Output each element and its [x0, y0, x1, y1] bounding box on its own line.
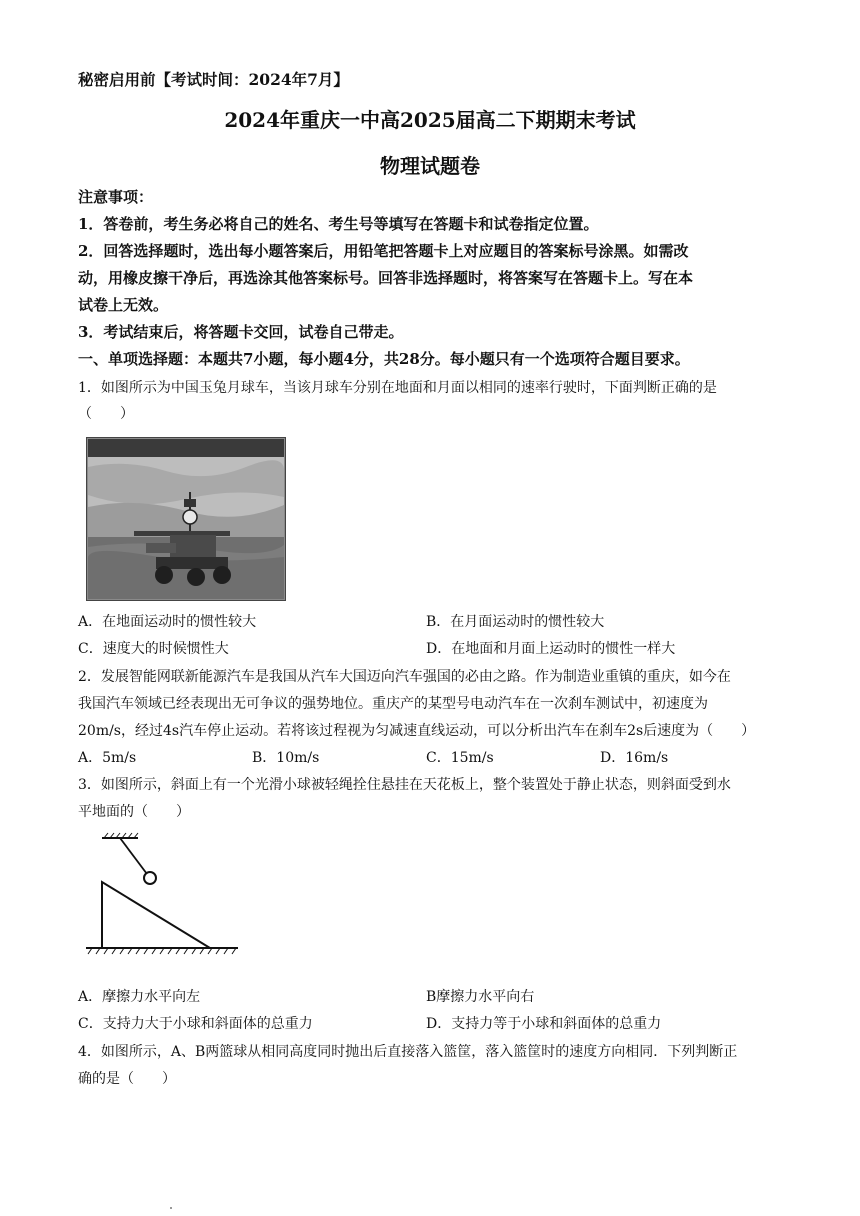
notice-item-3: 3．考试结束后，将答题卡交回，试卷自己带走。 — [78, 323, 404, 341]
q3-option-d[interactable]: D．支持力等于小球和斜面体的总重力 — [426, 1016, 662, 1032]
subject-title: 物理试题卷 — [380, 154, 480, 178]
q3-option-c[interactable]: C．支持力大于小球和斜面体的总重力 — [78, 1016, 313, 1032]
notice-item-1: 1．答卷前，考生务必将自己的姓名、考生号等填写在答题卡和试卷指定位置。 — [78, 215, 599, 233]
q1-option-a[interactable]: A．在地面运动时的惯性较大 — [78, 614, 257, 630]
q3-option-b[interactable]: B摩擦力水平向右 — [426, 989, 535, 1005]
notice-item-2-line-1: 2．回答选择题时，选出每小题答案后，用铅笔把答题卡上对应题目的答案标号涂黑。如需改 — [78, 242, 689, 260]
q2-stem-line-2: 我国汽车领域已经表现出无可争议的强势地位。重庆产的某型号电动汽车在一次刹车测试中，初速度为 — [78, 696, 708, 712]
confidential-label: 秘密启用前【考试时间：2024年7月】 — [78, 70, 349, 89]
q3-stem-line-2: 平地面的（ ） — [78, 804, 190, 820]
q2-option-c[interactable]: C．15m/s — [426, 750, 494, 766]
page-dot-mark — [170, 1207, 172, 1209]
q2-stem-line-3: 20m/s，经过4s汽车停止运动。若将该过程视为匀减速直线运动，可以分析出汽车在刹车2s后速度为（ ） — [78, 723, 756, 739]
q4-stem-line-2: 确的是（ ） — [78, 1071, 176, 1087]
q1-option-d[interactable]: D．在地面和月面上运动时的惯性一样大 — [426, 641, 676, 657]
q1-option-b[interactable]: B．在月面运动时的惯性较大 — [426, 614, 605, 630]
notice-heading: 注意事项： — [78, 188, 154, 206]
section-1-heading: 一、单项选择题：本题共7小题，每小题4分，共28分。每小题只有一个选项符合题目要求。 — [78, 350, 690, 368]
notice-item-2-line-3: 试卷上无效。 — [78, 296, 169, 314]
lunar-rover-photo — [86, 437, 286, 601]
q2-option-a[interactable]: A．5m/s — [78, 750, 137, 766]
q1-stem-line-1: 1．如图所示为中国玉兔月球车，当该月球车分别在地面和月面以相同的速率行驶时，下面判断正确的是 — [78, 380, 717, 396]
q1-stem-line-2: （ ） — [78, 406, 134, 422]
q2-option-b[interactable]: B．10m/s — [252, 750, 320, 766]
incline-ball-diagram — [84, 832, 244, 960]
notice-item-2-line-2: 动，用橡皮擦干净后，再选涂其他答案标号。回答非选择题时，将答案写在答题卡上。写在本 — [78, 269, 694, 287]
q3-stem-line-1: 3．如图所示，斜面上有一个光滑小球被轻绳拴住悬挂在天花板上，整个装置处于静止状态，则斜面受到水 — [78, 777, 731, 793]
q3-option-a[interactable]: A．摩擦力水平向左 — [78, 989, 201, 1005]
q2-option-d[interactable]: D．16m/s — [600, 750, 669, 766]
exam-title: 2024年重庆一中高2025届高二下期期末考试 — [224, 108, 636, 132]
q2-stem-line-1: 2．发展智能网联新能源汽车是我国从汽车大国迈向汽车强国的必由之路。作为制造业重镇的重庆，如今在 — [78, 669, 731, 685]
q1-option-c[interactable]: C．速度大的时候惯性大 — [78, 641, 229, 657]
q4-stem-line-1: 4．如图所示，A、B两篮球从相同高度同时抛出后直接落入篮筐，落入篮筐时的速度方向相同．下列判断正 — [78, 1044, 738, 1060]
